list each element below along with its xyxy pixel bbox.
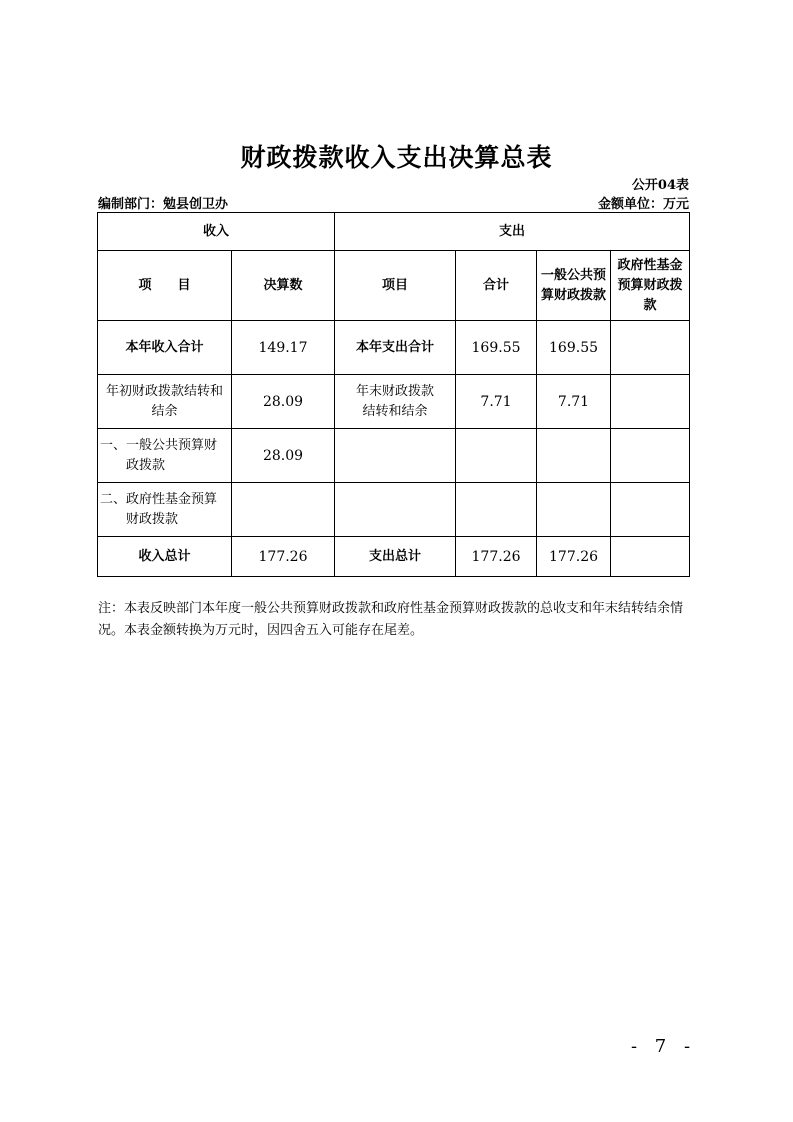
table-row: [98, 375, 690, 429]
income-item: 本年收入合计: [98, 321, 232, 375]
general-budget: [537, 483, 611, 537]
table-row: [98, 483, 690, 537]
income-amount: 28.09: [232, 375, 335, 429]
table-header-group-row: [98, 213, 690, 251]
income-item: 年初财政拨款结转和结余: [98, 375, 232, 429]
expense-item: 本年支出合计: [335, 321, 456, 375]
general-budget: 177.26: [537, 537, 611, 577]
expense-item: [335, 429, 456, 483]
form-number: 公开04表: [631, 178, 689, 193]
amount-unit: 金额单位：万元: [597, 197, 689, 212]
gov-fund: [611, 375, 690, 429]
page-number: - 7 -: [631, 1036, 697, 1057]
expense-item: [335, 483, 456, 537]
col-income-amount: 决算数: [232, 251, 335, 321]
income-item: 一、一般公共预算财政拨款: [98, 429, 232, 483]
expense-total: [456, 429, 537, 483]
col-income-item: 项 目: [98, 251, 232, 321]
col-general-budget: 一般公共预算财政拨款: [537, 251, 611, 321]
table-row: [98, 321, 690, 375]
table-row: [98, 429, 690, 483]
general-budget: 169.55: [537, 321, 611, 375]
fiscal-appropriation-table: [97, 212, 690, 577]
income-amount: [232, 483, 335, 537]
expense-total: 169.55: [456, 321, 537, 375]
page-title: 财政拨款收入支出决算总表: [240, 143, 553, 172]
col-expense-item: 项目: [335, 251, 456, 321]
expense-total: 177.26: [456, 537, 537, 577]
gov-fund: [611, 429, 690, 483]
expense-total: 7.71: [456, 375, 537, 429]
col-expense-total: 合计: [456, 251, 537, 321]
compiling-department: 编制部门：勉县创卫办: [98, 197, 229, 212]
header-expense: 支出: [335, 213, 690, 251]
table-column-header-row: [98, 251, 690, 321]
income-item: 收入总计: [98, 537, 232, 577]
income-amount: 177.26: [232, 537, 335, 577]
expense-item: 年末财政拨款结转和结余: [335, 375, 456, 429]
header-income: 收入: [98, 213, 335, 251]
table-row-total: [98, 537, 690, 577]
table-note: 注：本表反映部门本年度一般公共预算财政拨款和政府性基金预算财政拨款的总收支和年末结转结余情况。本表金额转换为万元时，因四舍五入可能存在尾差。: [98, 601, 684, 638]
income-amount: 149.17: [232, 321, 335, 375]
gov-fund: [611, 537, 690, 577]
income-amount: 28.09: [232, 429, 335, 483]
expense-total: [456, 483, 537, 537]
gov-fund: [611, 483, 690, 537]
general-budget: 7.71: [537, 375, 611, 429]
expense-item: 支出总计: [335, 537, 456, 577]
col-gov-fund: 政府性基金预算财政拨款: [611, 251, 690, 321]
income-item: 二、政府性基金预算财政拨款: [98, 483, 232, 537]
general-budget: [537, 429, 611, 483]
gov-fund: [611, 321, 690, 375]
